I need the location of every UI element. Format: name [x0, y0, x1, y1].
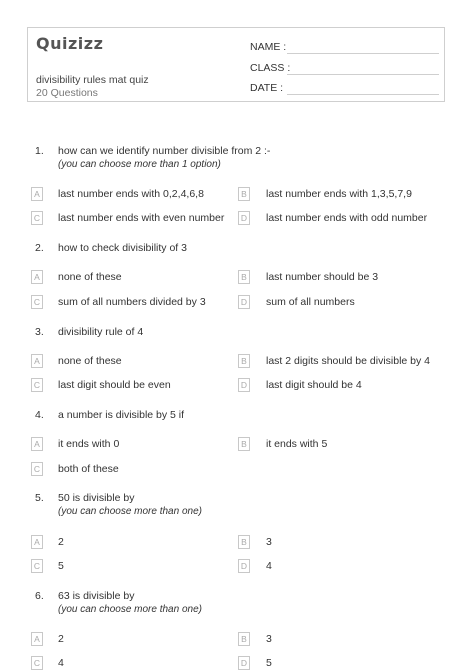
question-text: how to check divisibility of 3: [58, 242, 187, 254]
question-text: divisibility rule of 4: [58, 326, 144, 338]
option-letter-box[interactable]: C: [31, 462, 43, 476]
option-letter-box[interactable]: C: [31, 559, 43, 573]
option-text: 4: [58, 657, 64, 669]
option-text: 3: [266, 633, 272, 645]
option-text: last 2 digits should be divisible by 4: [266, 355, 431, 367]
option-letter-box[interactable]: A: [31, 270, 43, 284]
option-letter-box[interactable]: D: [238, 559, 250, 573]
option-letter-box[interactable]: C: [31, 656, 43, 670]
quiz-title: divisibility rules mat quiz: [36, 74, 149, 86]
option-text: last number should be 3: [266, 271, 379, 283]
option-text: 4: [266, 560, 272, 572]
question-number: 3.: [35, 326, 44, 338]
option-text: 2: [58, 536, 64, 548]
option-letter-box[interactable]: D: [238, 211, 250, 225]
option-text: 2: [58, 633, 64, 645]
question-number: 5.: [35, 492, 44, 504]
question-text: a number is divisible by 5 if: [58, 409, 185, 421]
option-text: both of these: [58, 463, 119, 475]
name-label: NAME :: [250, 41, 287, 53]
option-text: 3: [266, 536, 272, 548]
option-text: 5: [266, 657, 272, 669]
option-text: last number ends with even number: [58, 212, 225, 224]
question-number: 6.: [35, 590, 44, 602]
option-letter-box[interactable]: C: [31, 211, 43, 225]
date-label: DATE :: [250, 82, 284, 94]
question-hint: (you can choose more than one): [58, 604, 202, 615]
option-letter-box[interactable]: A: [31, 354, 43, 368]
option-letter-box[interactable]: B: [238, 187, 250, 201]
option-text: it ends with 0: [58, 438, 120, 450]
option-text: 5: [58, 560, 64, 572]
quizizz-logo: Quizizz: [36, 34, 104, 53]
option-text: sum of all numbers divided by 3: [58, 296, 206, 308]
option-letter-box[interactable]: D: [238, 656, 250, 670]
question-number: 4.: [35, 409, 44, 421]
option-letter-box[interactable]: A: [31, 535, 43, 549]
option-letter-box[interactable]: D: [238, 378, 250, 392]
option-letter-box[interactable]: A: [31, 632, 43, 646]
option-text: last number ends with 1,3,5,7,9: [266, 188, 412, 200]
option-text: sum of all numbers: [266, 296, 355, 308]
option-letter-box[interactable]: B: [238, 632, 250, 646]
question-text: 50 is divisible by: [58, 492, 135, 504]
name-field[interactable]: [287, 53, 439, 54]
question-text: 63 is divisible by: [58, 590, 135, 602]
option-text: last number ends with 0,2,4,6,8: [58, 188, 204, 200]
question-count: 20 Questions: [36, 87, 98, 99]
date-field[interactable]: [287, 94, 439, 95]
option-text: none of these: [58, 271, 122, 283]
question-hint: (you can choose more than 1 option): [58, 159, 221, 170]
option-letter-box[interactable]: C: [31, 295, 43, 309]
option-letter-box[interactable]: B: [238, 437, 250, 451]
question-hint: (you can choose more than one): [58, 506, 202, 517]
option-letter-box[interactable]: C: [31, 378, 43, 392]
question-text: how can we identify number divisible from 2 :-: [58, 145, 271, 157]
option-letter-box[interactable]: B: [238, 270, 250, 284]
class-field[interactable]: [287, 74, 439, 75]
option-text: it ends with 5: [266, 438, 328, 450]
class-label: CLASS :: [250, 62, 291, 74]
option-text: last digit should be 4: [266, 379, 362, 391]
option-text: last digit should be even: [58, 379, 171, 391]
question-number: 2.: [35, 242, 44, 254]
option-letter-box[interactable]: A: [31, 437, 43, 451]
option-letter-box[interactable]: B: [238, 354, 250, 368]
option-letter-box[interactable]: A: [31, 187, 43, 201]
option-text: last number ends with odd number: [266, 212, 428, 224]
option-text: none of these: [58, 355, 122, 367]
option-letter-box[interactable]: B: [238, 535, 250, 549]
option-letter-box[interactable]: D: [238, 295, 250, 309]
question-number: 1.: [35, 145, 44, 157]
